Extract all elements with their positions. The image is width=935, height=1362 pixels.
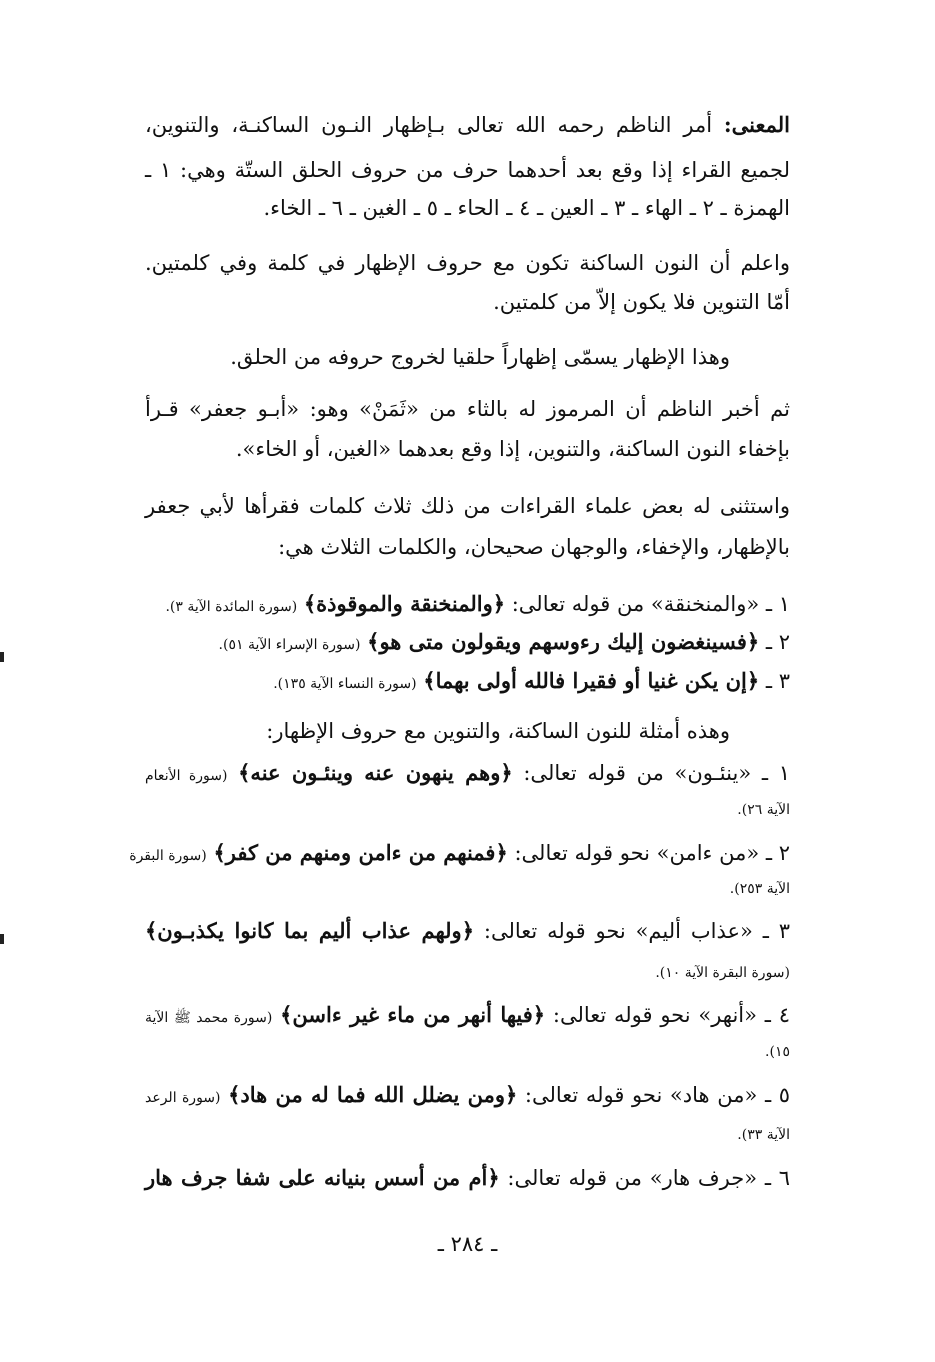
paragraph-5-line-2: بالإظهار، والإخفاء، والوجهان صحيحان، والكلمات الثلاث هي: [278,535,790,559]
quran-verse: ﴿والمنخنقة والموقوذة﴾ [303,591,506,616]
item-word: «أنهر» نحو قوله تعالى: [552,1003,757,1027]
item-word: «ينئـون» من قوله تعالى: [523,761,752,785]
example-item-5 [145,1080,790,1113]
exception-item-1 [145,589,790,622]
quran-verse: ﴿ولهم عذاب أليم بما كانوا يكذبـون﴾ [145,918,475,943]
item-number: ١ ـ [765,592,790,616]
meaning-label: المعنى: [723,112,790,137]
item-word: «والمنخنقة» من قوله تعالى: [511,592,760,616]
paragraph-1-line-3: الهمزة ـ ٢ ـ الهاء ـ ٣ ـ العين ـ ٤ ـ الحاء ـ ٥ ـ الغين ـ ٦ ـ الخاء. [263,196,790,220]
paragraph-3-line-1: وهذا الإظهار يسمّى إظهاراً حلقيا لخروج حروفه من الحلق. [230,345,730,369]
item-number: ٤ ـ [764,1003,790,1027]
quran-verse: ﴿أم من أسس بنيانه على شفا جرف هار [145,1165,500,1190]
verse-reference: (سورة المائدة الآية ٣). [165,599,298,615]
example-item-6 [145,1163,790,1193]
item-number: ٣ ـ [765,669,790,693]
item-word: «عذاب أليم» نحو قوله تعالى: [483,919,753,943]
scan-edge-mark [0,934,4,944]
example-item-4-reference: ١٥). [765,1044,790,1060]
exception-item-2 [145,627,790,660]
verse-reference: (سورة محمد ﷺ الآية [145,1010,273,1026]
item-number: ٢ ـ [765,841,790,865]
exception-item-3 [145,666,790,699]
verse-reference: (سورة الإسراء الآية ٥١). [218,637,361,653]
paragraph-4-line-1: ثم أخبر الناظم أن المرموز له بالثاء من «ثَمَنْ» وهو: «أبـو جعفر» قـرأ [145,397,790,421]
quran-verse: ﴿فمنهم من ءامن ومنهم من كفر﴾ [213,840,508,865]
item-number: ١ ـ [761,761,790,785]
example-item-5-reference: الآية ٣٣). [737,1127,790,1143]
item-number: ٥ ـ [764,1083,790,1107]
quran-verse: ﴿وهم ينهون عنه وينئـون عنه﴾ [238,760,513,785]
quran-verse: ﴿إن يكن غنيا أو فقيرا فالله أولى بهما﴾ [423,668,760,693]
paragraph-2-line-1: واعلم أن النون الساكنة تكون مع حروف الإظهار في كلمة وفي كلمتين. [145,251,790,275]
paragraph-1-line-1: المعنى: أمر الناظم رحمه الله تعالى بـإظهار النـون الساكنـة، والتنوين، [145,112,790,137]
example-item-3 [145,916,790,946]
quran-verse: ﴿فسينغضون إليك رءوسهم ويقولون متى هو﴾ [367,629,760,654]
item-word: «من ءامن» نحو قوله تعالى: [514,841,760,865]
example-item-2 [129,838,790,871]
item-number: ٢ ـ [765,630,790,654]
paragraph-4-line-2: بإخفاء النون الساكنة، والتنوين، إذا وقع بعدهما «الغين، أو الخاء». [235,437,790,461]
example-item-1 [145,758,790,791]
item-word: «من هاد» نحو قوله تعالى: [524,1083,758,1107]
item-number: ٦ ـ [764,1166,791,1190]
paragraph-2-line-2: أمّا التنوين فلا يكون إلاّ من كلمتين. [493,290,790,314]
quran-verse: ﴿فيها أنهر من ماء غير ءاسن﴾ [280,1002,546,1027]
verse-reference: (سورة الأنعام [145,768,228,784]
paragraph-1-line-2: لجميع القراء إذا وقع بعد أحدهما حرف من حروف الحلق الستّة وهي: ١ ـ [145,158,791,182]
examples-intro: وهذه أمثلة للنون الساكنة، والتنوين مع حروف الإظهار: [266,719,730,743]
scan-edge-mark [0,652,4,662]
verse-reference: (سورة النساء الآية ١٣٥). [273,676,417,692]
item-number: ٣ ـ [762,919,790,943]
example-item-1-reference: الآية ٢٦). [737,802,790,818]
example-item-3-reference: (سورة البقرة الآية ١٠). [655,965,790,981]
page-number: ـ ٢٨٤ ـ [437,1232,498,1256]
paragraph-5-line-1: واستثنى له بعض علماء القراءات من ذلك ثلاث كلمات فقرأها لأبي جعفر [145,494,790,518]
example-item-2-reference: الآية ٢٥٣). [729,881,790,897]
verse-reference: (سورة البقرة [129,848,207,864]
item-word: «جرف هار» من قوله تعالى: [507,1166,758,1190]
verse-reference: (سورة الرعد [145,1090,221,1106]
example-item-4 [145,1000,790,1033]
quran-verse: ﴿ومن يضلل الله فما له من هاد﴾ [228,1082,518,1107]
